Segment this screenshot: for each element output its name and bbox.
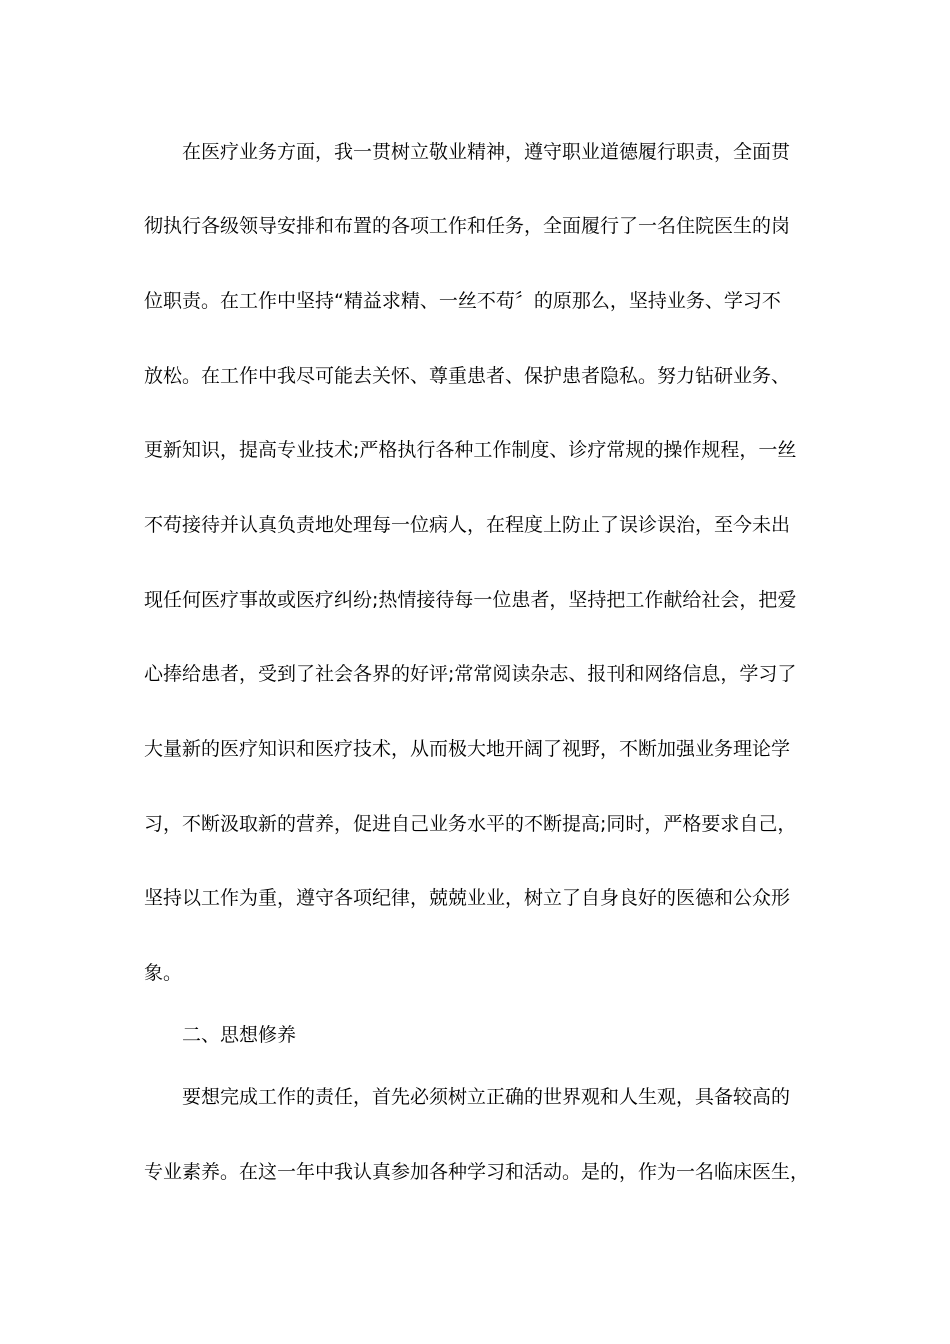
paragraph-2-line-2: 专业素养。在这一年中我认真参加各种学习和活动。是的，作为一名临床医生， [144,1161,810,1183]
paragraph-1-line-5: 更新知识，提高专业技术;严格执行各种工作制度、诊疗常规的操作规程，一丝 [144,439,797,461]
paragraph-1-line-3: 位职责。在工作中坚持“精益求精、一丝不苟〞的原那么，坚持业务、学习不 [144,290,781,312]
paragraph-2-line-1: 要想完成工作的责任，首先必须树立正确的世界观和人生观，具备较高的 [182,1086,791,1108]
paragraph-1-line-1: 在医疗业务方面，我一贯树立敬业精神，遵守职业道德履行职责，全面贯 [182,141,791,163]
paragraph-1-line-2: 彻执行各级领导安排和布置的各项工作和任务，全面履行了一名住院医生的岗 [144,215,791,237]
paragraph-1-line-6: 不苟接待并认真负责地处理每一位病人，在程度上防止了误诊误治，至今未出 [144,514,791,536]
section-heading: 二、思想修养 [182,1024,297,1046]
paragraph-1-line-4: 放松。在工作中我尽可能去关怀、尊重患者、保护患者隐私。努力钻研业务、 [144,365,791,387]
paragraph-1-line-12: 象。 [144,962,183,984]
paragraph-1-line-7: 现任何医疗事故或医疗纠纷;热情接待每一位患者，坚持把工作献给社会，把爱 [144,589,797,611]
paragraph-1-line-9: 大量新的医疗知识和医疗技术，从而极大地开阔了视野，不断加强业务理论学 [144,738,791,760]
paragraph-1-line-11: 坚持以工作为重，遵守各项纪律，兢兢业业，树立了自身良好的医德和公众形 [144,887,791,909]
paragraph-1-line-10: 习，不断汲取新的营养，促进自己业务水平的不断提高;同时，严格要求自己， [144,813,797,835]
paragraph-1-line-8: 心捧给患者，受到了社会各界的好评;常常阅读杂志、报刊和网络信息，学习了 [144,663,797,685]
